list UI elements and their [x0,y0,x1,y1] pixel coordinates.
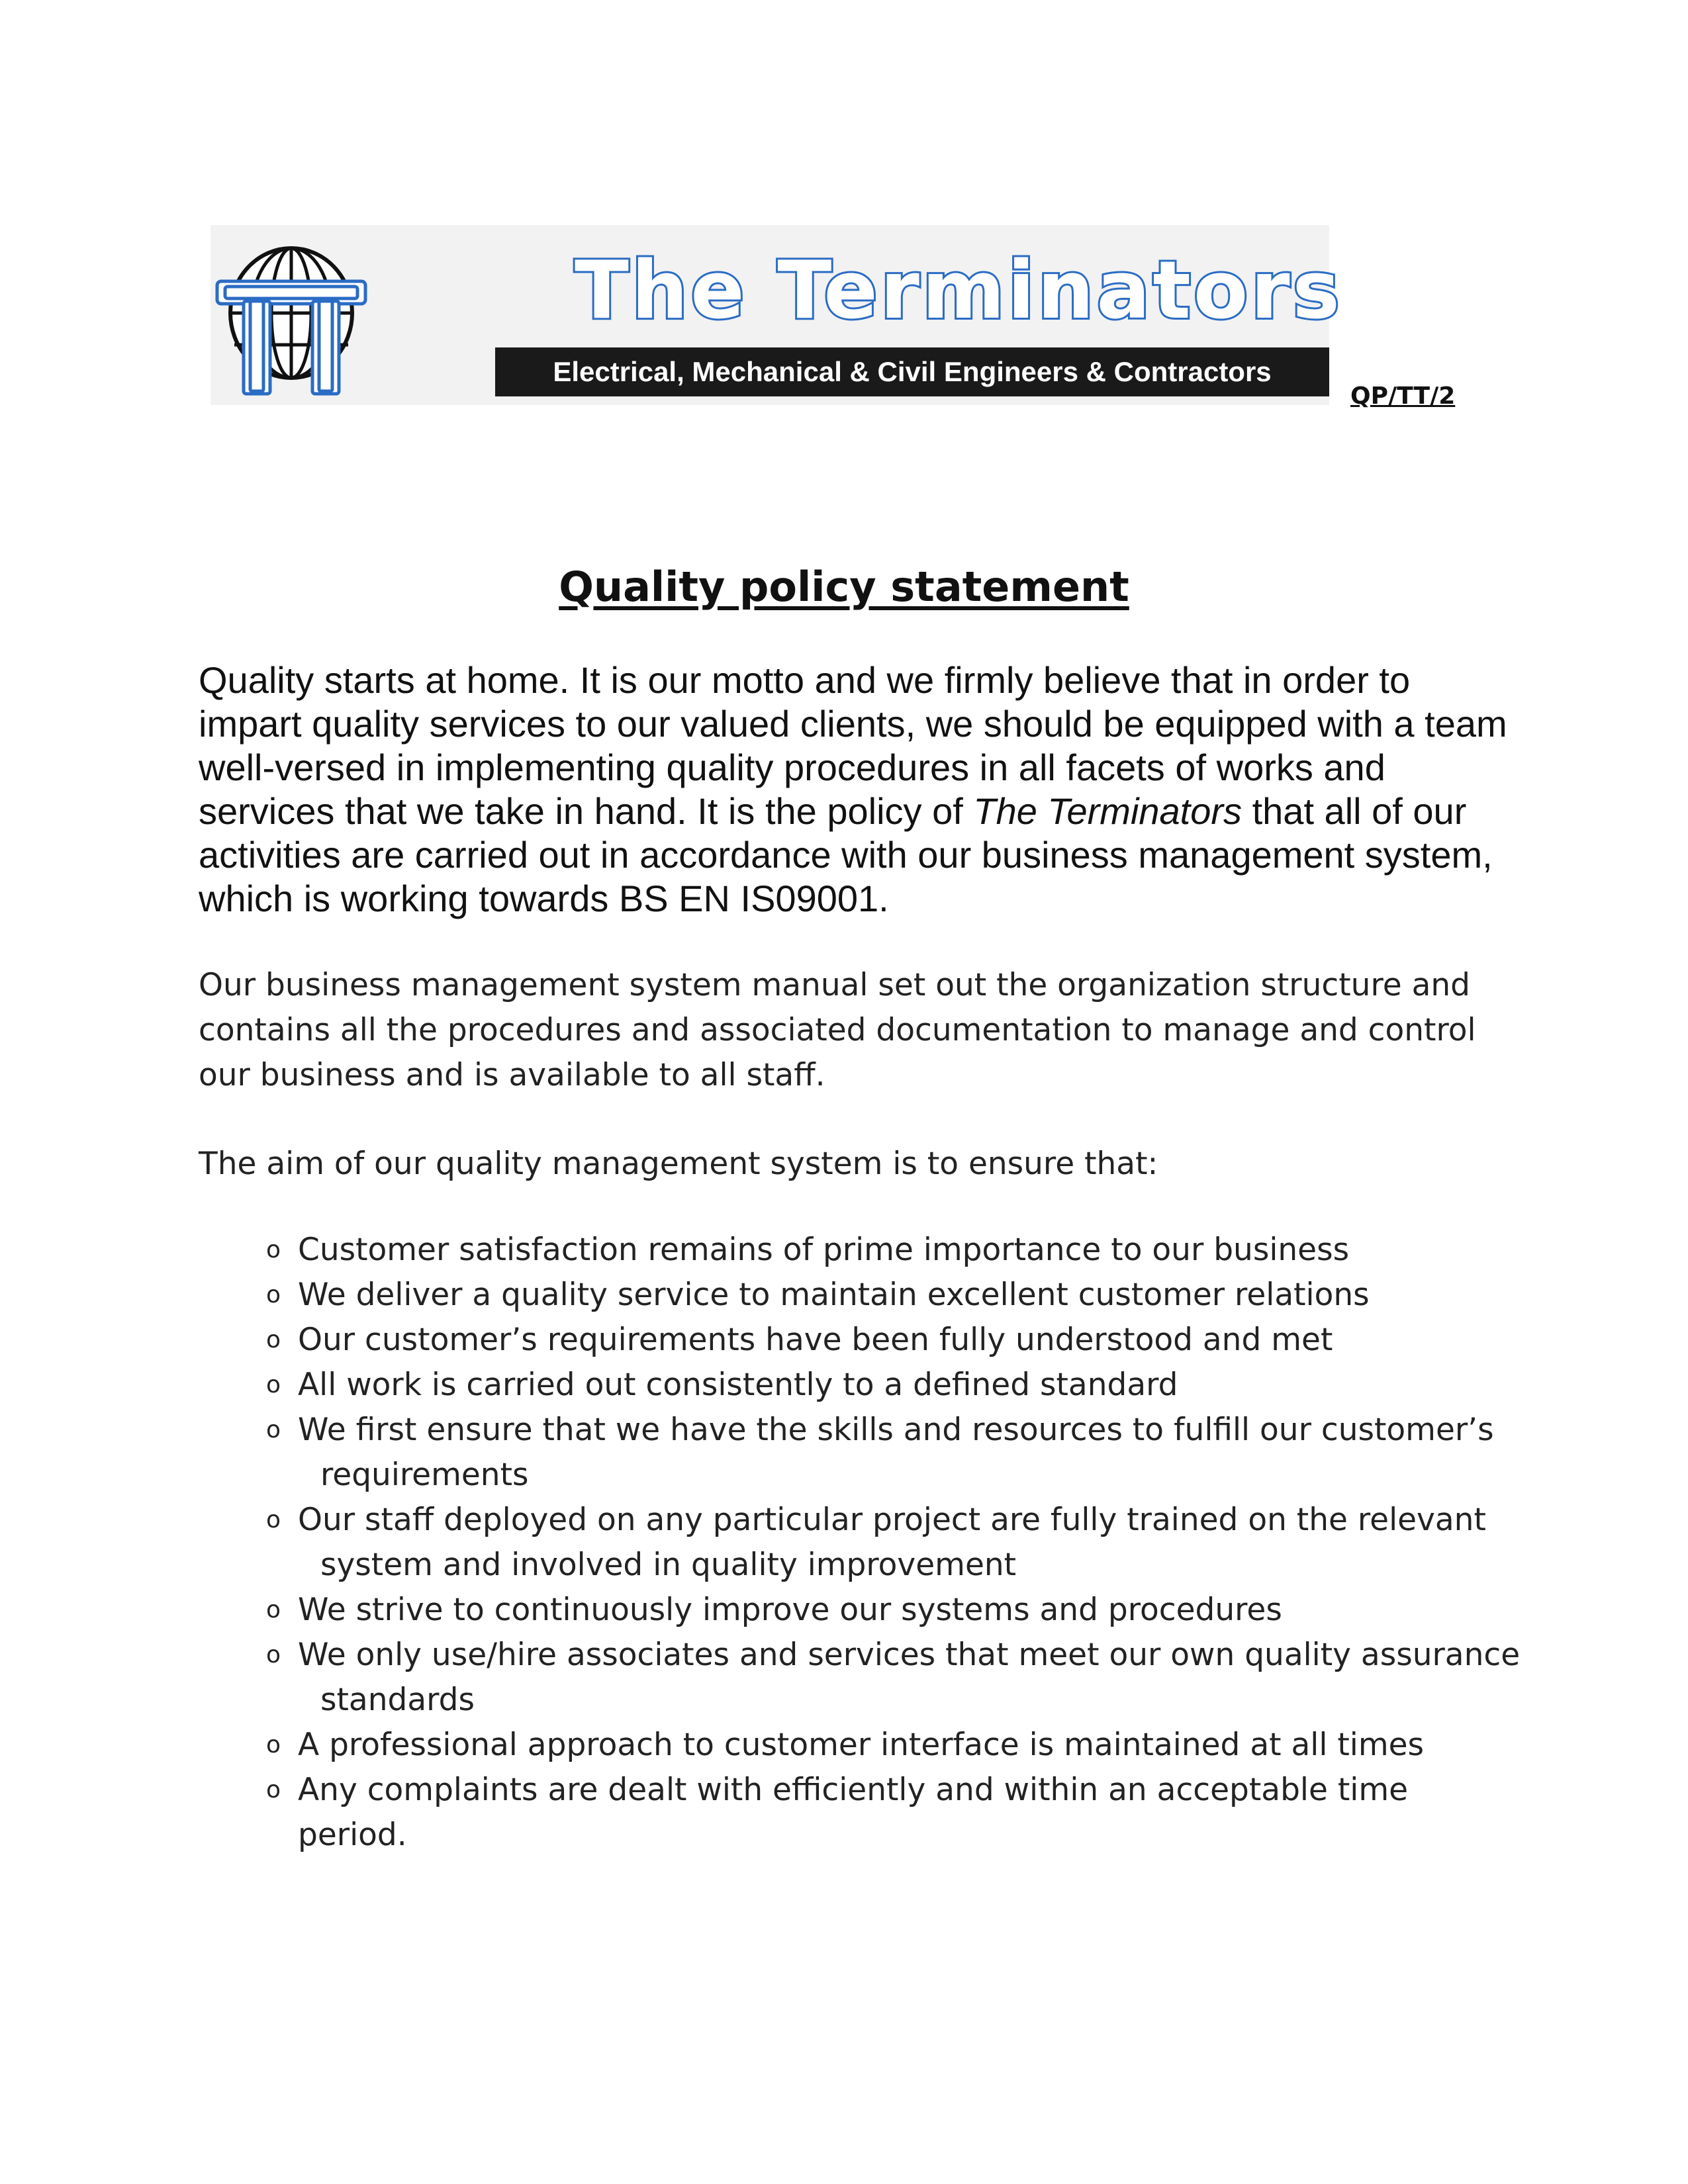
list-item-text: We deliver a quality service to maintain excellent customer relations [298,1277,1370,1313]
bullet-icon: o [266,1326,281,1353]
intro-company-name: The Terminators [973,790,1243,832]
list-item [265,1633,1523,1723]
bullet-icon: o [266,1731,281,1758]
list-item [265,1228,1523,1273]
list-item-continuation: standards [320,1682,475,1718]
intro-paragraph [199,659,1509,921]
list-item-continuation: requirements [320,1457,529,1493]
brand-name: The Terminators [575,245,1342,337]
globe-tt-emblem-icon [212,235,371,400]
bullet-icon: o [266,1641,281,1668]
list-item-text: All work is carried out consistently to a defined standard [298,1367,1178,1403]
tagline-bar: Electrical, Mechanical & Civil Engineers & Contractors [495,347,1329,396]
bullet-icon: o [266,1416,281,1443]
list-item [265,1723,1523,1768]
list-item-text: We first ensure that we have the skills and resources to fulfill our customer’s [298,1412,1494,1448]
document-reference: QP/TT/2 [1350,383,1456,410]
bullet-icon: o [266,1371,281,1398]
list-item [265,1498,1523,1588]
intro-text-part2: that all of our activities are carried out in accordance with our business management system, which is working towards BS EN IS09001. [199,790,1493,919]
list-item-text: Our customer’s requirements have been fully understood and met [298,1322,1333,1358]
aims-list [265,1228,1523,1858]
list-item [265,1273,1523,1318]
list-item-text: Customer satisfaction remains of prime importance to our business [298,1232,1350,1268]
list-item-text: A professional approach to customer interface is maintained at all times [298,1727,1425,1763]
list-item-text: Any complaints are dealt with efficiently and within an acceptable time period. [298,1772,1409,1853]
bullet-icon: o [266,1236,281,1263]
list-item [265,1363,1523,1408]
list-item-text: We strive to continuously improve our systems and procedures [298,1592,1282,1628]
bullet-icon: o [266,1596,281,1623]
manual-paragraph: Our business management system manual set out the organization structure and contains all the procedures and associated documentation to manage and control our business and is available to all staff. [199,967,1476,1093]
list-item [265,1768,1523,1858]
aim-paragraph: The aim of our quality management system is to ensure that: [199,1146,1158,1182]
list-item-text: Our staff deployed on any particular project are fully trained on the relevant [298,1502,1486,1538]
list-item [265,1318,1523,1363]
page-title: Quality policy statement [559,563,1129,611]
list-item [265,1588,1523,1633]
list-item [265,1408,1523,1498]
bullet-icon: o [266,1506,281,1533]
list-item-continuation: system and involved in quality improvement [320,1547,1017,1583]
bullet-icon: o [266,1776,281,1803]
list-item-text: We only use/hire associates and services that meet our own quality assurance [298,1637,1521,1673]
intro-text-part1: Quality starts at home. It is our motto and we firmly believe that in order to impart quality services to our valued clients, we should be equipped with a team well-versed in implementing quality procedures in all facets of works and services that we take in hand. It is the policy of [199,659,1507,832]
bullet-icon: o [266,1281,281,1308]
